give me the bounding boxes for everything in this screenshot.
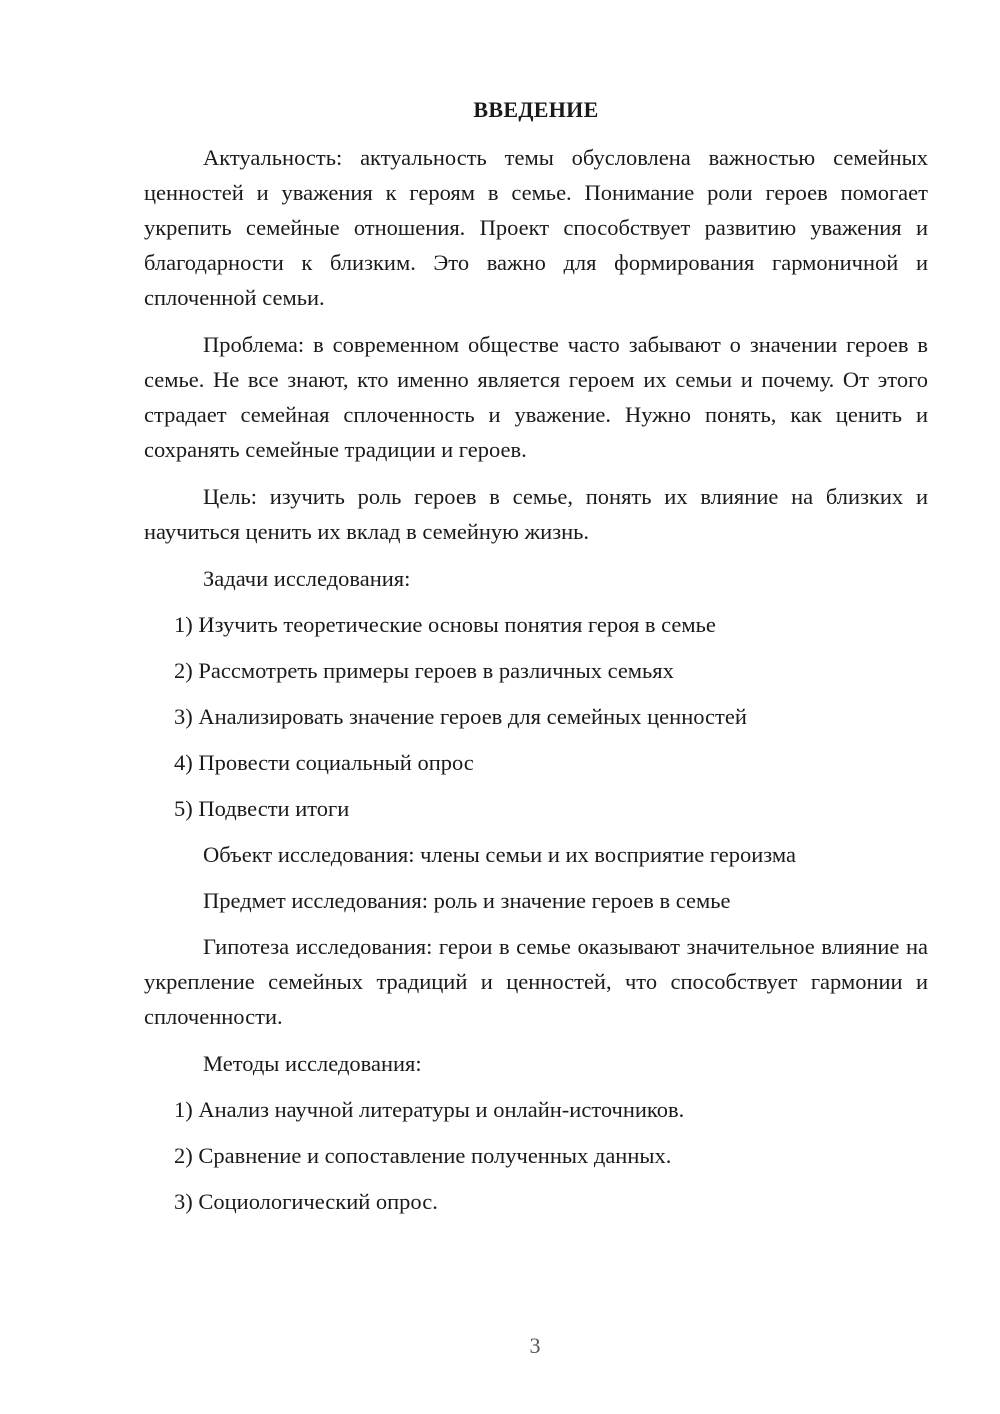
page-title: ВВЕДЕНИЕ (473, 97, 599, 122)
list-item: 4) Провести социальный опрос (174, 750, 474, 775)
list-item: 3) Социологический опрос. (174, 1189, 438, 1214)
document-page (144, 96, 928, 1219)
list-item: 5) Подвести итоги (174, 796, 350, 821)
tasks-list (144, 607, 928, 826)
page-number: 3 (529, 1333, 541, 1358)
research-object: Объект исследования: члены семьи и их восприятие героизма (203, 842, 796, 867)
list-item: 2) Рассмотреть примеры героев в различных семьях (174, 658, 674, 683)
list-item: 1) Изучить теоретические основы понятия героя в семье (174, 612, 716, 637)
methods-list (144, 1092, 928, 1219)
relevance-paragraph: Актуальность: актуальность темы обусловлена важностью семейных ценностей и уважения к героям в семье. Понимание роли героев помогает укрепить семейные отношения. Проект способствует развитию уважения и благодарности к близким. Это важно для формирования гармоничной и сплоченной семьи. (144, 145, 928, 310)
tasks-title: Задачи исследования: (203, 566, 411, 591)
list-item: 1) Анализ научной литературы и онлайн-источников. (174, 1097, 685, 1122)
problem-paragraph: Проблема: в современном обществе часто забывают о значении героев в семье. Не все знают, кто именно является героем их семьи и почему. От этого страдает семейная сплоченность и уважение. Нужно понять, как ценить и сохранять семейные традиции и героев. (144, 332, 928, 462)
research-subject: Предмет исследования: роль и значение героев в семье (203, 888, 731, 913)
hypothesis-paragraph: Гипотеза исследования: герои в семье оказывают значительное влияние на укрепление семейных традиций и ценностей, что способствует гармонии и сплоченности. (144, 934, 928, 1029)
methods-title: Методы исследования: (203, 1051, 422, 1076)
list-item: 2) Сравнение и сопоставление полученных данных. (174, 1143, 672, 1168)
goal-paragraph: Цель: изучить роль героев в семье, понять их влияние на близких и научиться ценить их вклад в семейную жизнь. (144, 484, 928, 544)
list-item: 3) Анализировать значение героев для семейных ценностей (174, 704, 747, 729)
